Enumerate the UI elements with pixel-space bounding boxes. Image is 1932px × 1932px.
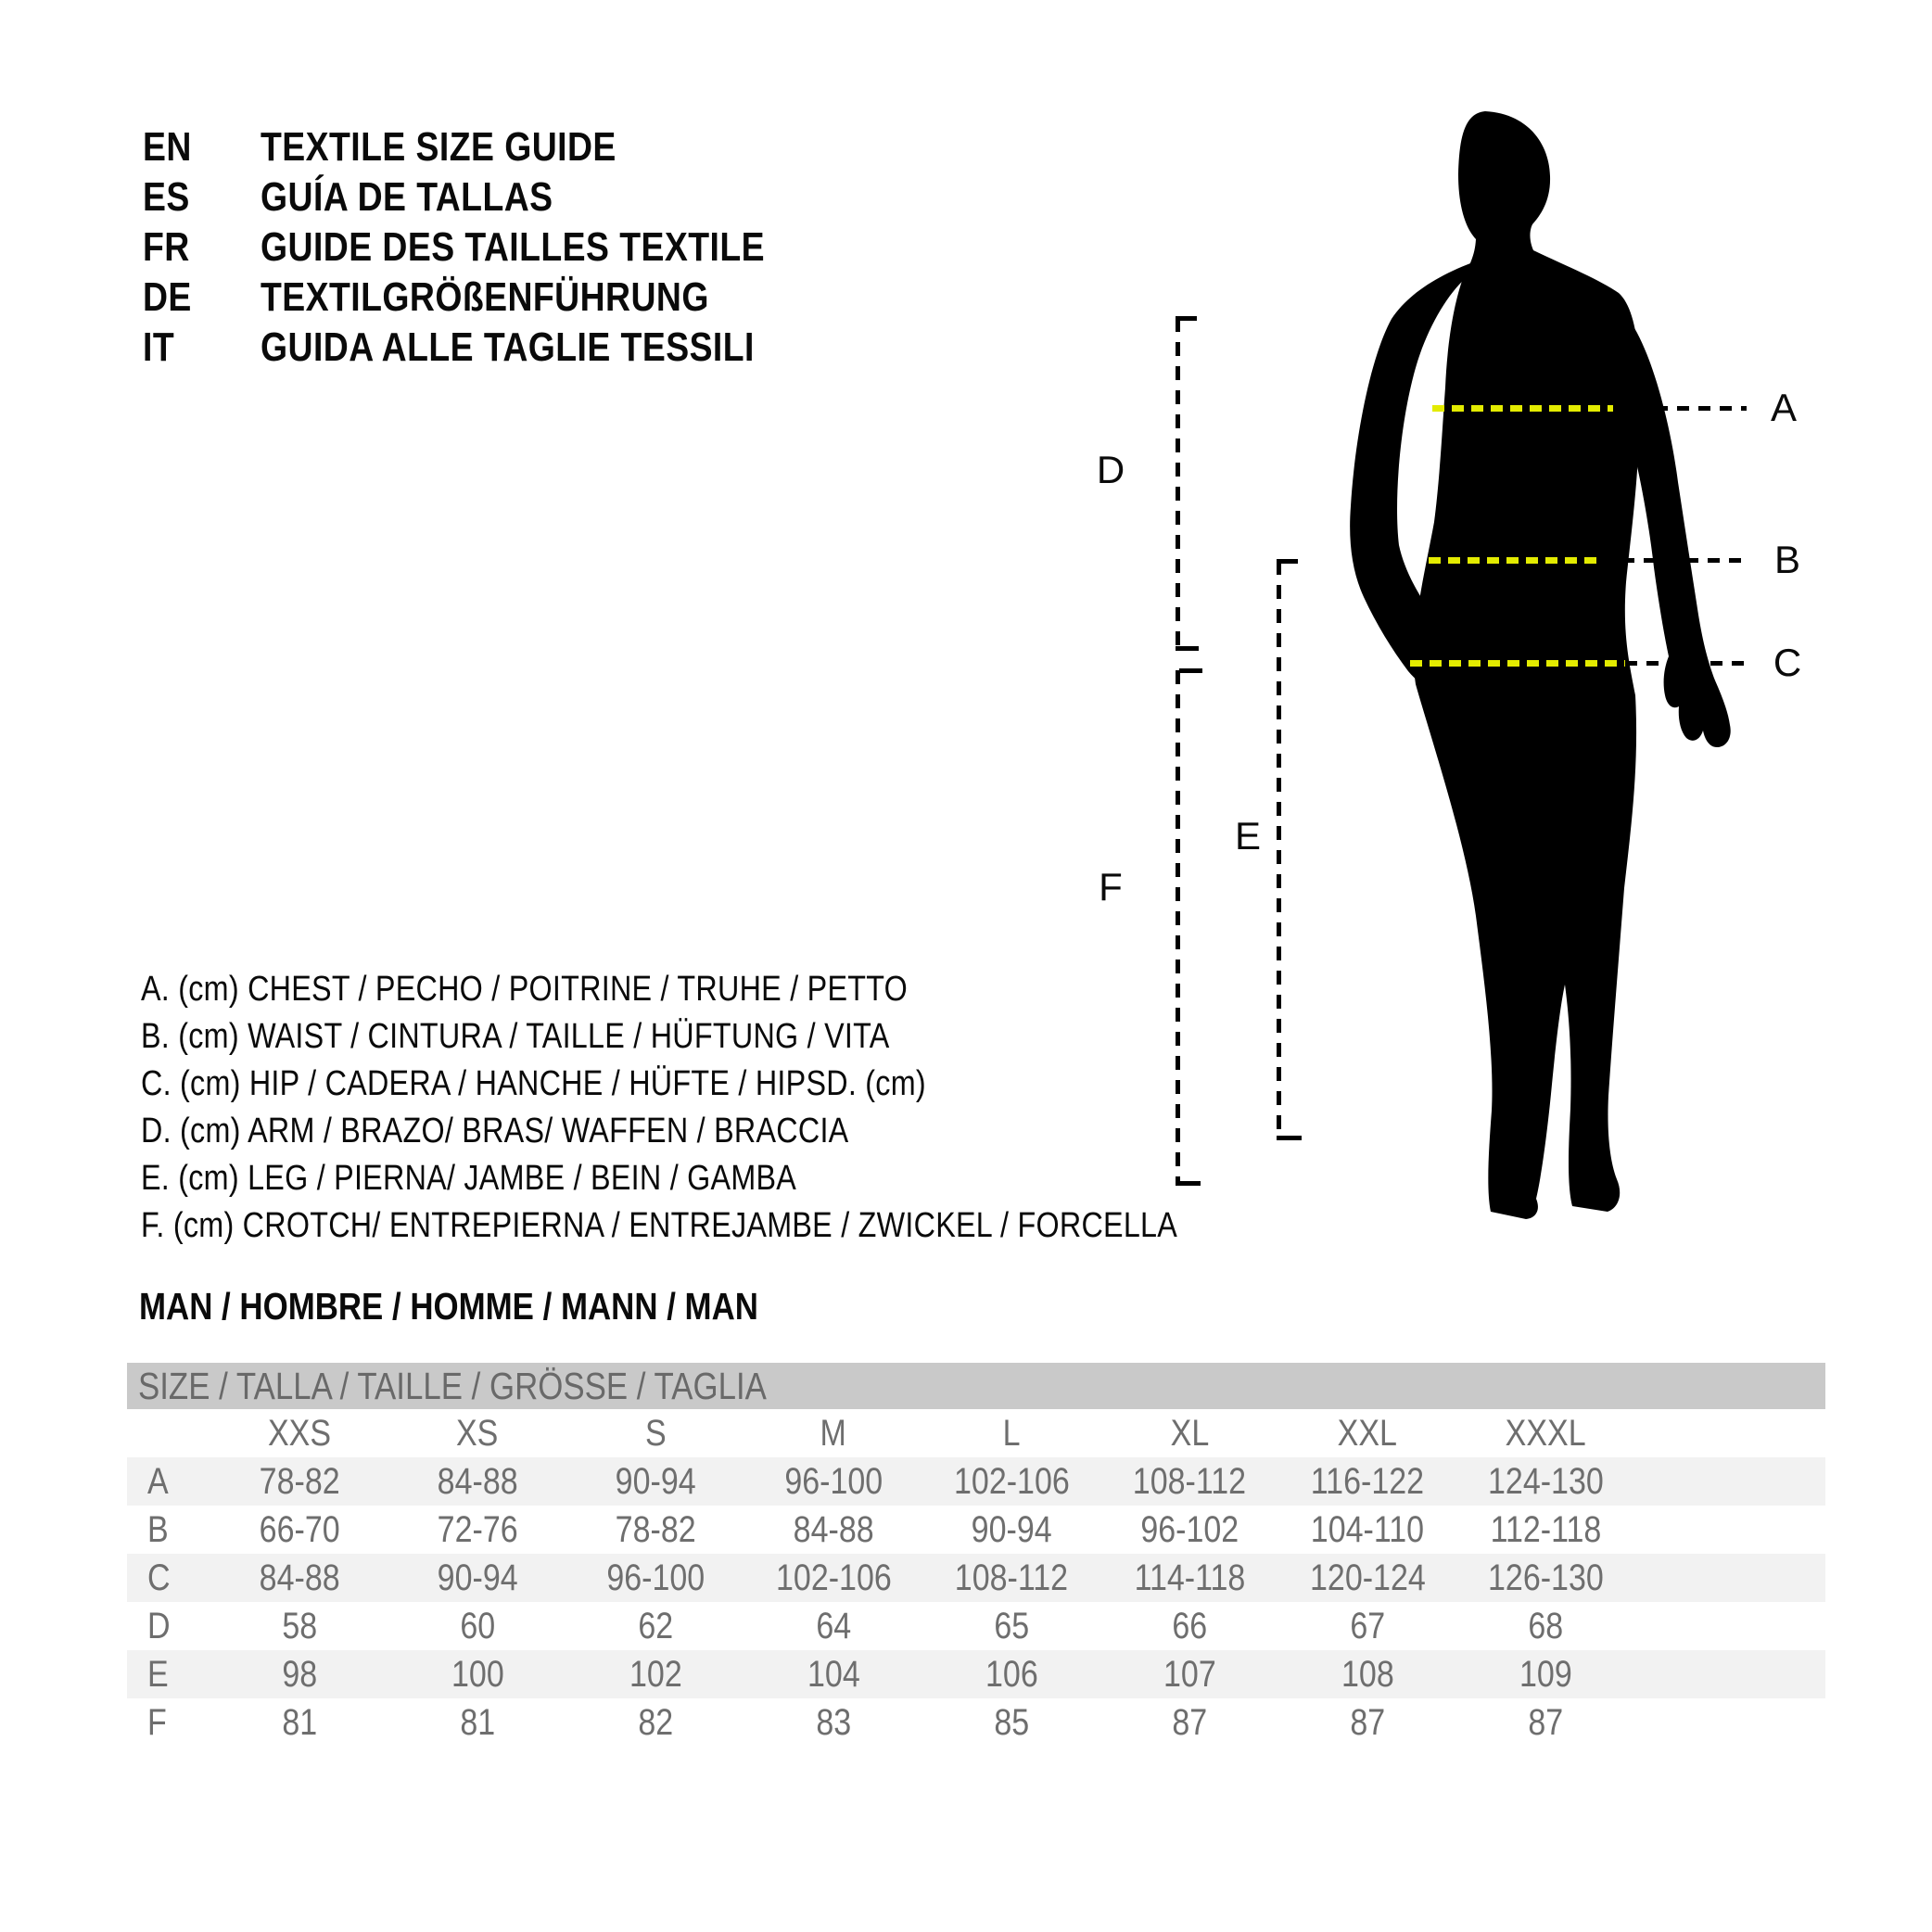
figure-label-d: D bbox=[1096, 448, 1125, 491]
size-column-header-text: L bbox=[1002, 1412, 1021, 1454]
table-cell-text: 104 bbox=[807, 1653, 860, 1695]
size-column-header bbox=[922, 1409, 1100, 1457]
table-cell bbox=[922, 1602, 1100, 1650]
figure-label-e: E bbox=[1234, 814, 1261, 858]
table-cell-text: 106 bbox=[985, 1653, 1038, 1695]
size-column-header-text: XS bbox=[456, 1412, 499, 1454]
language-title-text: TEXTILE SIZE GUIDE bbox=[261, 124, 616, 170]
table-row-label bbox=[127, 1602, 210, 1650]
table-cell-text: 85 bbox=[994, 1701, 1029, 1743]
table-cell-text: 116-122 bbox=[1310, 1460, 1425, 1502]
table-cell bbox=[1278, 1602, 1456, 1650]
table-cell-text: 114-118 bbox=[1134, 1557, 1245, 1598]
figure-label-f: F bbox=[1099, 865, 1123, 909]
table-row bbox=[127, 1506, 1825, 1554]
language-code-text: DE bbox=[143, 274, 192, 320]
size-table-header-text: SIZE / TALLA / TAILLE / GRÖSSE / TAGLIA bbox=[138, 1364, 767, 1407]
size-table-columns-row bbox=[127, 1409, 1825, 1457]
legend-row-text: A. (cm) CHEST / PECHO / POITRINE / TRUHE / PETTO bbox=[141, 970, 909, 1009]
legend-row-text: B. (cm) WAIST / CINTURA / TAILLE / HÜFTUNG / VITA bbox=[141, 1017, 890, 1056]
table-cell bbox=[1278, 1457, 1456, 1506]
table-cell bbox=[210, 1506, 388, 1554]
category-line-text: MAN / HOMBRE / HOMME / MANN / MAN bbox=[139, 1285, 758, 1328]
table-cell-text: 81 bbox=[282, 1701, 317, 1743]
table-cell bbox=[566, 1602, 744, 1650]
language-title bbox=[261, 324, 842, 371]
table-cell bbox=[922, 1698, 1100, 1747]
size-column-spacer bbox=[127, 1409, 210, 1457]
table-cell bbox=[566, 1650, 744, 1698]
table-cell bbox=[388, 1506, 566, 1554]
table-cell-text: 124-130 bbox=[1487, 1460, 1604, 1502]
size-column-header bbox=[388, 1409, 566, 1457]
table-cell-text: 102 bbox=[629, 1653, 682, 1695]
language-title-text: GUÍA DE TALLAS bbox=[261, 174, 553, 220]
table-row-label-text: A bbox=[147, 1460, 169, 1502]
figure-label-b: B bbox=[1773, 538, 1800, 581]
table-cell-text: 109 bbox=[1519, 1653, 1572, 1695]
table-cell bbox=[1278, 1698, 1456, 1747]
table-row-label-text: E bbox=[147, 1653, 169, 1695]
table-cell bbox=[1100, 1457, 1278, 1506]
table-cell-text: 84-88 bbox=[437, 1460, 518, 1502]
table-cell-text: 90-94 bbox=[971, 1508, 1052, 1550]
measure-line-e bbox=[1277, 561, 1281, 1138]
measure-tick-e-top bbox=[1277, 559, 1298, 564]
measure-line-f bbox=[1176, 670, 1180, 1184]
table-cell-text: 87 bbox=[1172, 1701, 1207, 1743]
size-column-header-text: XXXL bbox=[1505, 1412, 1586, 1454]
language-title-text: TEXTILGRÖßENFÜHRUNG bbox=[261, 274, 709, 320]
language-code-text: EN bbox=[143, 124, 192, 170]
measure-line-a-body bbox=[1432, 405, 1613, 412]
table-cell bbox=[1100, 1554, 1278, 1602]
table-cell-text: 78-82 bbox=[615, 1508, 696, 1550]
figure-label-c: C bbox=[1773, 641, 1802, 684]
size-column-header bbox=[744, 1409, 922, 1457]
table-cell-text: 84-88 bbox=[259, 1557, 340, 1598]
measure-line-b-body bbox=[1429, 557, 1601, 564]
size-column-header bbox=[566, 1409, 744, 1457]
measure-tick-f-top bbox=[1179, 668, 1202, 673]
table-cell-text: 58 bbox=[282, 1605, 317, 1646]
table-cell bbox=[744, 1554, 922, 1602]
measure-line-d bbox=[1176, 318, 1180, 650]
language-title bbox=[261, 224, 854, 271]
table-cell-text: 108 bbox=[1341, 1653, 1394, 1695]
table-cell-text: 64 bbox=[816, 1605, 851, 1646]
table-cell bbox=[210, 1554, 388, 1602]
table-cell bbox=[210, 1698, 388, 1747]
table-cell bbox=[1278, 1554, 1456, 1602]
legend-row bbox=[141, 1202, 1360, 1250]
table-cell bbox=[1278, 1506, 1456, 1554]
language-title-row bbox=[143, 323, 854, 373]
table-cell-text: 98 bbox=[282, 1653, 317, 1695]
table-cell-text: 107 bbox=[1163, 1653, 1216, 1695]
table-cell bbox=[1278, 1650, 1456, 1698]
table-cell bbox=[744, 1457, 922, 1506]
table-row bbox=[127, 1554, 1825, 1602]
table-cell bbox=[210, 1457, 388, 1506]
table-cell bbox=[1456, 1457, 1634, 1506]
language-title bbox=[261, 174, 604, 221]
size-column-header bbox=[1100, 1409, 1278, 1457]
table-cell bbox=[388, 1602, 566, 1650]
table-cell-text: 84-88 bbox=[793, 1508, 874, 1550]
table-cell-text: 96-102 bbox=[1140, 1508, 1239, 1550]
measure-tick-f-bottom bbox=[1176, 1181, 1201, 1186]
table-cell-text: 108-112 bbox=[954, 1557, 1069, 1598]
table-row-label-text: D bbox=[147, 1605, 171, 1646]
size-column-header-text: XXS bbox=[267, 1412, 332, 1454]
category-line bbox=[139, 1283, 868, 1330]
table-row-label bbox=[127, 1650, 210, 1698]
table-cell bbox=[210, 1650, 388, 1698]
table-cell-text: 102-106 bbox=[953, 1460, 1070, 1502]
table-cell bbox=[388, 1554, 566, 1602]
size-table bbox=[127, 1363, 1825, 1747]
table-cell-text: 90-94 bbox=[615, 1460, 696, 1502]
language-title bbox=[261, 124, 680, 171]
table-cell-text: 82 bbox=[638, 1701, 673, 1743]
table-cell bbox=[922, 1457, 1100, 1506]
measure-tick-d-bottom bbox=[1176, 646, 1199, 651]
table-cell bbox=[388, 1698, 566, 1747]
table-row bbox=[127, 1698, 1825, 1747]
legend-row-text: D. (cm) ARM / BRAZO/ BRAS/ WAFFEN / BRACCIA bbox=[141, 1112, 849, 1150]
table-row-label bbox=[127, 1457, 210, 1506]
language-code-text: ES bbox=[143, 174, 190, 220]
language-code bbox=[143, 124, 261, 171]
table-cell bbox=[388, 1457, 566, 1506]
table-cell bbox=[1100, 1602, 1278, 1650]
size-column-header-text: S bbox=[644, 1412, 667, 1454]
legend-row-text: E. (cm) LEG / PIERNA/ JAMBE / BEIN / GAMBA bbox=[141, 1159, 797, 1198]
table-cell bbox=[1100, 1506, 1278, 1554]
table-row-label bbox=[127, 1554, 210, 1602]
table-cell-text: 83 bbox=[816, 1701, 851, 1743]
table-cell bbox=[744, 1602, 922, 1650]
table-row-label bbox=[127, 1506, 210, 1554]
table-cell bbox=[210, 1602, 388, 1650]
figure-label-a: A bbox=[1770, 386, 1797, 429]
size-column-header bbox=[1278, 1409, 1456, 1457]
table-cell bbox=[1100, 1650, 1278, 1698]
language-code bbox=[143, 324, 261, 371]
size-column-header-text: XXL bbox=[1337, 1412, 1398, 1454]
measure-tick-e-bottom bbox=[1277, 1136, 1302, 1140]
language-title-text: GUIDA ALLE TAGLIE TESSILI bbox=[261, 324, 755, 370]
table-row bbox=[127, 1602, 1825, 1650]
table-cell bbox=[1456, 1554, 1634, 1602]
table-cell-text: 65 bbox=[994, 1605, 1029, 1646]
size-column-header-text: XL bbox=[1170, 1412, 1209, 1454]
table-cell-text: 87 bbox=[1528, 1701, 1563, 1743]
table-cell bbox=[1456, 1602, 1634, 1650]
language-code-text: IT bbox=[143, 324, 175, 370]
table-cell-text: 66-70 bbox=[259, 1508, 340, 1550]
table-cell bbox=[388, 1650, 566, 1698]
measure-line-c-body bbox=[1410, 660, 1625, 667]
table-cell bbox=[744, 1506, 922, 1554]
table-cell bbox=[1456, 1698, 1634, 1747]
table-cell-text: 112-118 bbox=[1490, 1508, 1601, 1550]
table-cell bbox=[566, 1457, 744, 1506]
language-code bbox=[143, 174, 261, 221]
language-title-row bbox=[143, 222, 854, 273]
table-row bbox=[127, 1650, 1825, 1698]
table-cell bbox=[566, 1698, 744, 1747]
table-cell bbox=[922, 1650, 1100, 1698]
table-cell-text: 60 bbox=[460, 1605, 495, 1646]
language-code bbox=[143, 274, 261, 321]
legend-row-text: C. (cm) HIP / CADERA / HANCHE / HÜFTE / HIPSD. (cm) bbox=[141, 1064, 926, 1103]
language-title-row bbox=[143, 122, 854, 172]
table-row-label-text: F bbox=[147, 1701, 167, 1743]
measure-tick-d-top bbox=[1176, 316, 1197, 321]
language-code-text: FR bbox=[143, 224, 190, 270]
size-column-header bbox=[1456, 1409, 1634, 1457]
language-title-row bbox=[143, 172, 854, 222]
table-cell-text: 87 bbox=[1350, 1701, 1385, 1743]
language-title-list bbox=[143, 122, 854, 373]
table-cell-text: 68 bbox=[1528, 1605, 1563, 1646]
table-row-label-text: B bbox=[147, 1508, 169, 1550]
table-cell bbox=[744, 1698, 922, 1747]
table-row-label-text: C bbox=[147, 1557, 171, 1598]
table-cell-text: 78-82 bbox=[259, 1460, 340, 1502]
language-title-row bbox=[143, 273, 854, 323]
language-title bbox=[261, 274, 788, 321]
table-cell-text: 96-100 bbox=[784, 1460, 883, 1502]
table-cell-text: 72-76 bbox=[437, 1508, 518, 1550]
table-row-label bbox=[127, 1698, 210, 1747]
table-cell-text: 104-110 bbox=[1310, 1508, 1425, 1550]
size-table-body bbox=[127, 1457, 1825, 1747]
language-title-text: GUIDE DES TAILLES TEXTILE bbox=[261, 224, 765, 270]
table-cell bbox=[922, 1554, 1100, 1602]
table-cell-text: 66 bbox=[1172, 1605, 1207, 1646]
table-cell bbox=[922, 1506, 1100, 1554]
table-cell bbox=[566, 1554, 744, 1602]
table-cell bbox=[1456, 1650, 1634, 1698]
table-cell-text: 67 bbox=[1350, 1605, 1385, 1646]
table-cell-text: 90-94 bbox=[437, 1557, 518, 1598]
language-code bbox=[143, 224, 261, 271]
table-cell-text: 102-106 bbox=[775, 1557, 892, 1598]
table-cell bbox=[1456, 1506, 1634, 1554]
size-column-header-text: M bbox=[820, 1412, 847, 1454]
legend-row-text: F. (cm) CROTCH/ ENTREPIERNA / ENTREJAMBE / ZWICKEL / FORCELLA bbox=[141, 1206, 1178, 1245]
size-table-header-bar bbox=[127, 1363, 1825, 1409]
table-cell bbox=[566, 1506, 744, 1554]
table-cell-text: 100 bbox=[451, 1653, 504, 1695]
table-cell-text: 120-124 bbox=[1309, 1557, 1426, 1598]
table-cell-text: 126-130 bbox=[1487, 1557, 1604, 1598]
table-cell-text: 96-100 bbox=[606, 1557, 705, 1598]
table-cell-text: 62 bbox=[638, 1605, 673, 1646]
table-row bbox=[127, 1457, 1825, 1506]
size-column-header bbox=[210, 1409, 388, 1457]
table-cell-text: 108-112 bbox=[1132, 1460, 1247, 1502]
table-cell bbox=[1100, 1698, 1278, 1747]
table-cell-text: 81 bbox=[460, 1701, 495, 1743]
table-cell bbox=[744, 1650, 922, 1698]
